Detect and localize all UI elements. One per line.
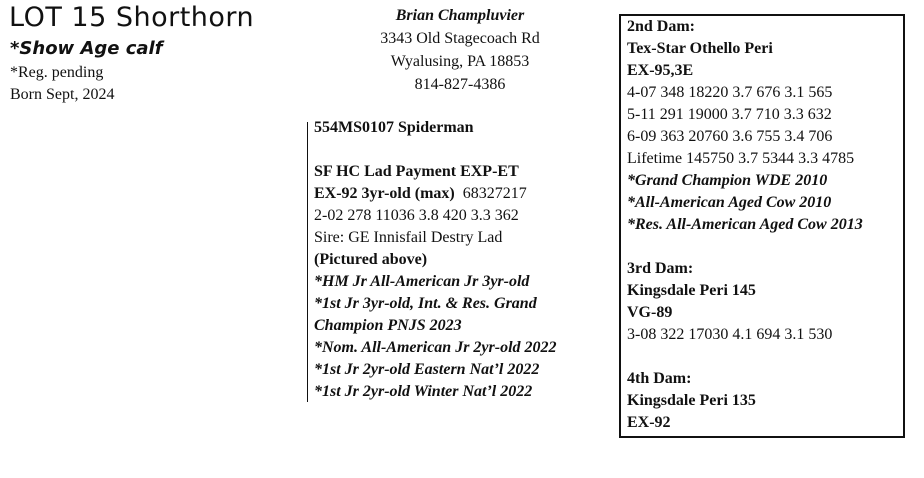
second-dam-score: EX-95,3E — [627, 62, 694, 79]
sire-name: 554MS0107 Spiderman — [314, 119, 474, 136]
second-dam-lifetime: Lifetime 145750 3.7 5344 3.3 4785 — [627, 150, 855, 167]
seller-address-line-1: 3343 Old Stagecoach Rd — [380, 30, 540, 47]
dam-score: EX-92 3yr-old (max) — [314, 185, 455, 202]
dam-award: Champion PNJS 2023 — [314, 317, 462, 334]
seller-address-line-2: Wyalusing, PA 18853 — [390, 53, 530, 70]
dam-award: *1st Jr 3yr-old, Int. & Res. Grand — [314, 295, 537, 312]
third-dam-score: VG-89 — [627, 304, 673, 321]
second-dam-award: *Grand Champion WDE 2010 — [627, 172, 828, 189]
fourth-dam-name: Kingsdale Peri 135 — [627, 392, 756, 409]
third-dam-heading: 3rd Dam: — [627, 260, 694, 277]
show-age-label: *Show Age calf — [10, 38, 163, 59]
second-dam-name: Tex-Star Othello Peri — [627, 40, 773, 57]
third-dam-name: Kingsdale Peri 145 — [627, 282, 756, 299]
dam-reg-number: 68327217 — [462, 185, 527, 202]
pictured-note: (Pictured above) — [314, 251, 428, 268]
second-dam-heading: 2nd Dam: — [627, 18, 696, 35]
pedigree-box — [619, 14, 905, 438]
dam-award: *HM Jr All-American Jr 3yr-old — [314, 273, 530, 290]
seller-name: Brian Champluvier — [395, 7, 525, 24]
dam-award: *1st Jr 2yr-old Winter Nat’l 2022 — [314, 383, 533, 400]
second-dam-record: 6-09 363 20760 3.6 755 3.4 706 — [627, 128, 833, 145]
dam-classification — [308, 183, 557, 205]
third-dam-record: 3-08 322 17030 4.1 694 3.1 530 — [627, 326, 833, 343]
second-dam-record: 5-11 291 19000 3.7 710 3.3 632 — [627, 106, 832, 123]
lot-title: LOT 15 Shorthorn — [9, 2, 255, 33]
registration-status: *Reg. pending — [10, 64, 104, 81]
pedigree-list — [627, 16, 863, 434]
second-dam-award: *All-American Aged Cow 2010 — [627, 194, 832, 211]
dam-award: *1st Jr 2yr-old Eastern Nat’l 2022 — [314, 361, 540, 378]
dam-sire-line: Sire: GE Innisfail Destry Lad — [314, 229, 503, 246]
second-dam-award: *Res. All-American Aged Cow 2013 — [627, 216, 863, 233]
sire-section — [308, 117, 557, 403]
fourth-dam-heading: 4th Dam: — [627, 370, 692, 387]
birth-date: Born Sept, 2024 — [10, 86, 115, 103]
seller-phone: 814-827-4386 — [414, 76, 506, 93]
seller-info — [330, 4, 590, 96]
dam-award: *Nom. All-American Jr 2yr-old 2022 — [314, 339, 557, 356]
fourth-dam-score: EX-92 — [627, 414, 671, 431]
dam-record: 2-02 278 11036 3.8 420 3.3 362 — [314, 207, 519, 224]
dam-name: SF HC Lad Payment EXP-ET — [314, 163, 519, 180]
second-dam-record: 4-07 348 18220 3.7 676 3.1 565 — [627, 84, 833, 101]
